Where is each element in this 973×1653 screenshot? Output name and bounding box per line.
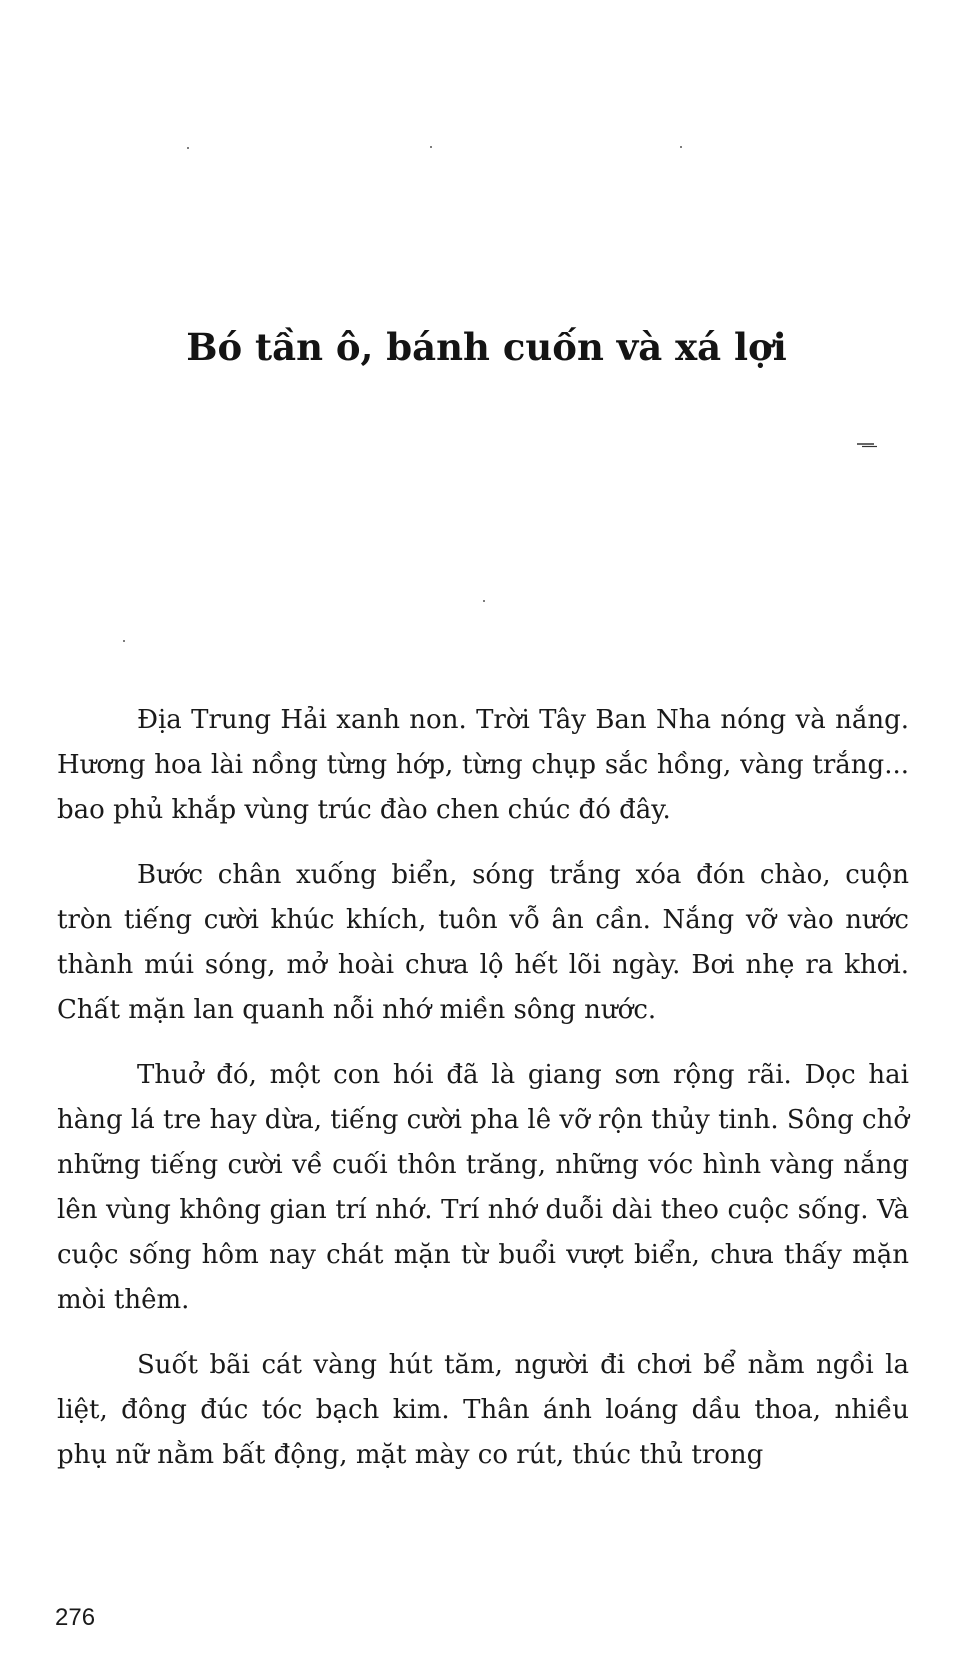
paragraph: Thuở đó, một con hói đã là giang sơn rộng rãi. Dọc hai hàng lá tre hay dừa, tiếng cười pha lê vỡ rộn thủy tinh. Sông chở những tiếng cười về cuối thôn trăng, những vóc hình vàng nắng lên vùng không gian trí nhớ. Trí nhớ duỗi dài theo cuộc sống. Và cuộc sống hôm nay chát mặn từ buổi vượt biển, chưa thấy mặn mòi thêm. (57, 1060, 909, 1315)
page-number: 276 (55, 1604, 96, 1631)
scan-speck (430, 146, 432, 148)
paragraph: Bước chân xuống biển, sóng trắng xóa đón chào, cuộn tròn tiếng cười khúc khích, tuôn vỗ ân cần. Nắng vỡ vào nước thành múi sóng, mở hoài chưa lộ hết lõi ngày. Bơi nhẹ ra khơi. Chất mặn lan quanh nỗi nhớ miền sông nước. (57, 860, 909, 1025)
scan-speck (680, 146, 682, 148)
paragraph: Suốt bãi cát vàng hút tăm, người đi chơi bể nằm ngồi la liệt, đông đúc tóc bạch kim. Thân ánh loáng dầu thoa, nhiều phụ nữ nằm bất động, mặt mày co rút, thúc thủ trong (57, 1350, 909, 1470)
scan-speck (123, 640, 125, 642)
chapter-title: Bó tần ô, bánh cuốn và xá lợi (186, 325, 787, 369)
dash-mark-icon (856, 442, 878, 448)
body-text (57, 698, 909, 1498)
paragraph: Địa Trung Hải xanh non. Trời Tây Ban Nha nóng và nắng. Hương hoa lài nồng từng hớp, từng chụp sắc hồng, vàng trắng... bao phủ khắp vùng trúc đào chen chúc đó đây. (57, 705, 909, 825)
scan-speck (187, 147, 189, 149)
scan-speck (483, 600, 485, 602)
